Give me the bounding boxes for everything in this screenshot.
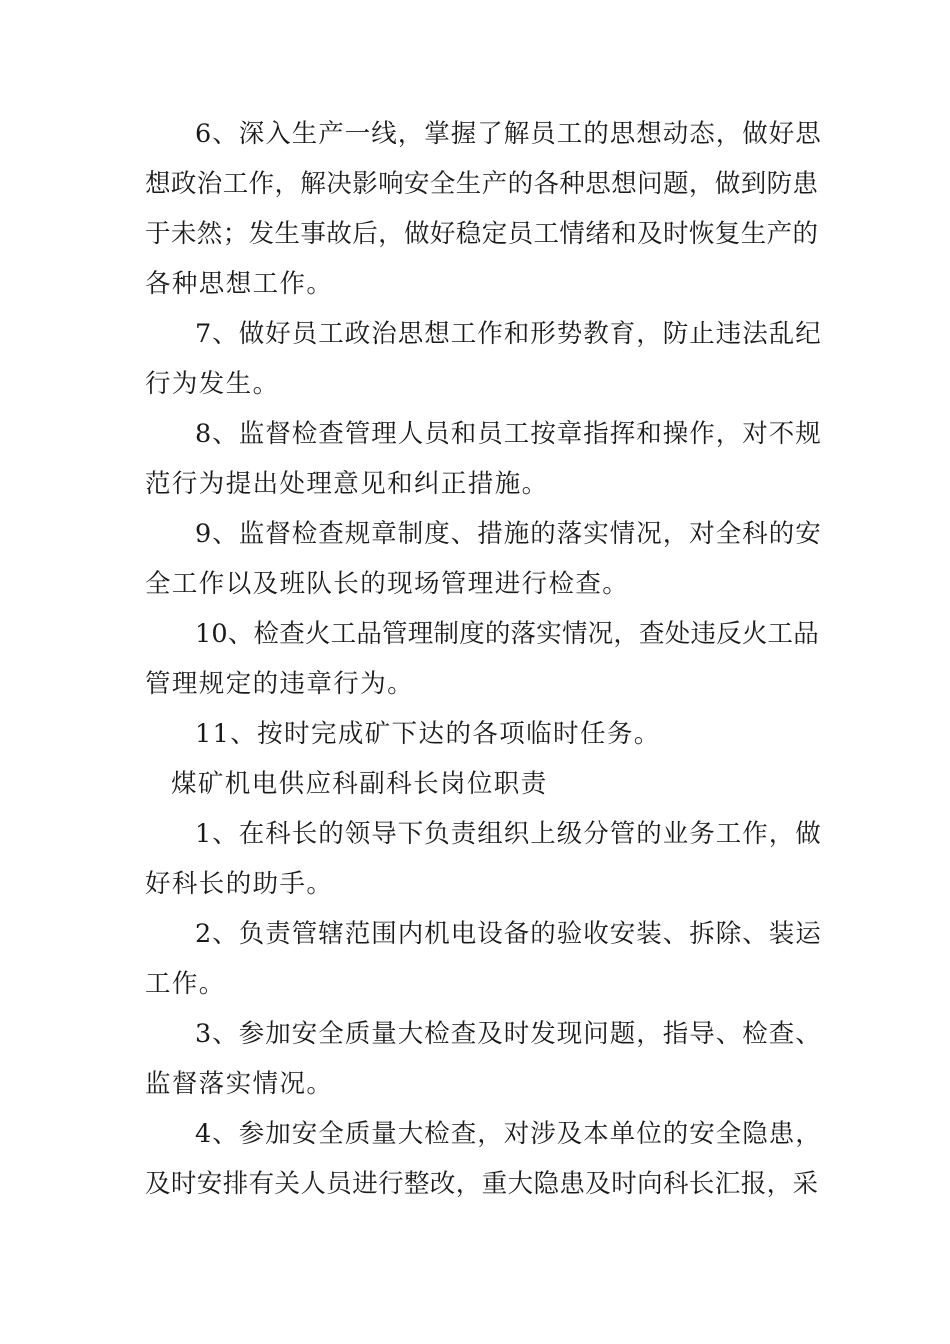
duty-3-line-1: 3、参加安全质量大检查及时发现问题，指导、检查、 [195, 1019, 822, 1049]
paragraph-11-line-1: 11、按时完成矿下达的各项临时任务。 [195, 719, 661, 749]
paragraph-6-line-1: 6、深入生产一线，掌握了解员工的思想动态，做好思 [195, 119, 822, 149]
paragraph-10-line-2: 管理规定的违章行为。 [145, 669, 415, 699]
duty-2-line-1: 2、负责管辖范围内机电设备的验收安装、拆除、装运 [195, 919, 822, 949]
paragraph-8-line-2: 范行为提出处理意见和纠正措施。 [145, 469, 549, 499]
paragraph-7-line-1: 7、做好员工政治思想工作和形势教育，防止违法乱纪 [195, 319, 822, 349]
duty-4-line-2: 及时安排有关人员进行整改，重大隐患及时向科长汇报，采 [145, 1169, 819, 1199]
section-heading: 煤矿机电供应科副科长岗位职责 [171, 769, 548, 799]
paragraph-9-line-1: 9、监督检查规章制度、措施的落实情况，对全科的安 [195, 519, 822, 549]
paragraph-6-line-3: 于未然；发生事故后，做好稳定员工情绪和及时恢复生产的 [145, 219, 819, 249]
paragraph-9-line-2: 全工作以及班队长的现场管理进行检查。 [145, 569, 630, 599]
paragraph-6-line-2: 想政治工作，解决影响安全生产的各种思想问题，做到防患 [145, 169, 819, 199]
paragraph-8-line-1: 8、监督检查管理人员和员工按章指挥和操作，对不规 [195, 419, 822, 449]
duty-1-line-1: 1、在科长的领导下负责组织上级分管的业务工作，做 [195, 819, 822, 849]
duty-4-line-1: 4、参加安全质量大检查，对涉及本单位的安全隐患， [195, 1119, 822, 1149]
paragraph-6-line-4: 各种思想工作。 [145, 269, 334, 299]
paragraph-7-line-2: 行为发生。 [145, 369, 280, 399]
paragraph-10-line-1: 10、检查火工品管理制度的落实情况，查处违反火工品 [195, 619, 819, 649]
duty-2-line-2: 工作。 [145, 969, 226, 999]
duty-3-line-2: 监督落实情况。 [145, 1069, 334, 1099]
duty-1-line-2: 好科长的助手。 [145, 869, 334, 899]
